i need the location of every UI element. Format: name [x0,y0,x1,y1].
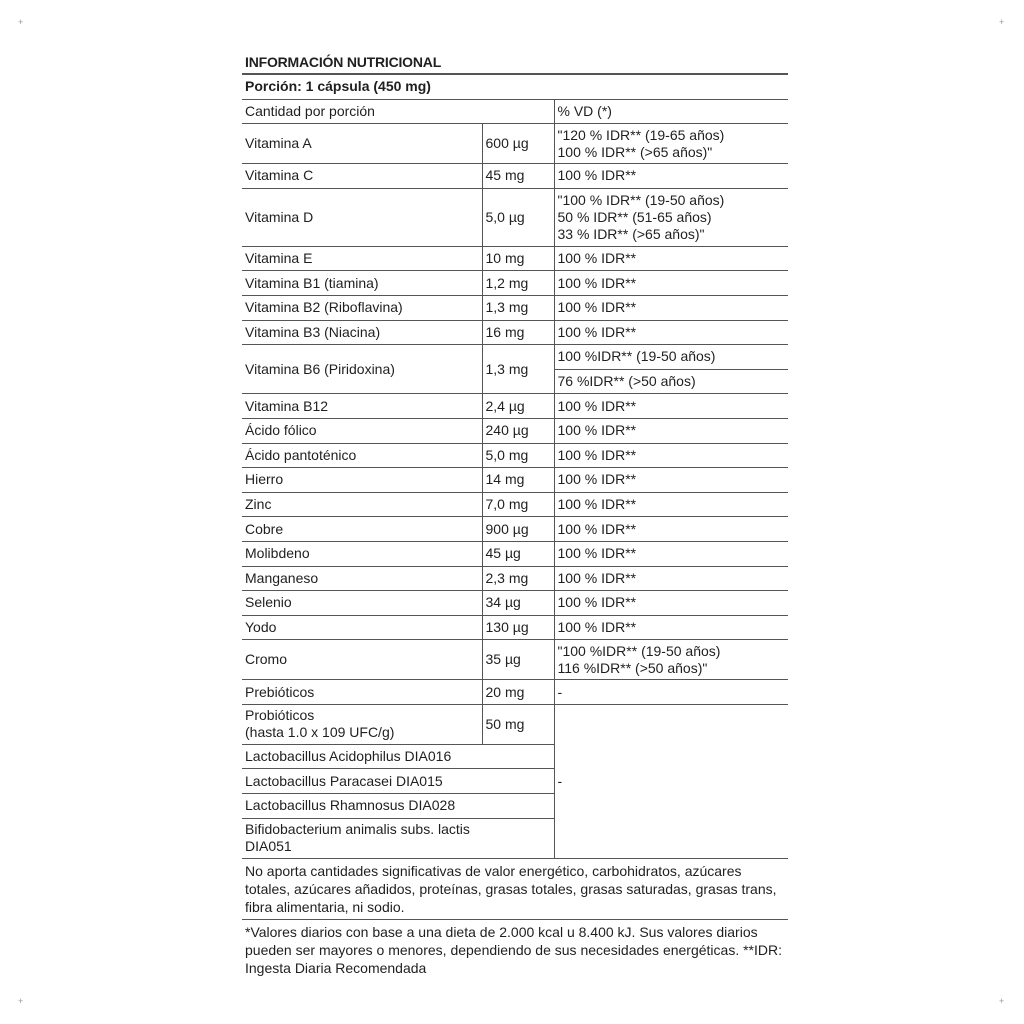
table-row [242,704,788,744]
nutrient-name: Vitamina B1 (tiamina) [242,271,482,296]
nutrient-amount: 600 µg [482,124,554,164]
nutrient-name: Hierro [242,468,482,493]
table-row [242,246,788,271]
nutrient-dv: "120 % IDR** (19-65 años) 100 % IDR** (>65 años)" [554,124,788,164]
crop-mark-top-left: + [18,17,24,27]
nutrition-label [242,52,788,980]
nutrient-name: Zinc [242,492,482,517]
nutrient-name: Vitamina E [242,246,482,271]
nutrient-dv: 100 % IDR** [554,492,788,517]
nutrition-table [242,74,788,859]
nutrient-dv: 100 % IDR** [554,443,788,468]
table-row [242,164,788,189]
table-row [242,640,788,680]
nutrient-dv: - [554,680,788,705]
table-row [242,541,788,566]
table-row [242,124,788,164]
crop-mark-bottom-right: + [999,996,1005,1006]
nutrient-name: Yodo [242,615,482,640]
table-row [242,394,788,419]
table-row [242,517,788,542]
nutrient-dv: 100 % IDR** [554,394,788,419]
nutrient-amount: 5,0 µg [482,188,554,246]
table-row [242,295,788,320]
probiotics-dv: - [554,704,788,858]
nutrient-dv: 100 % IDR** [554,615,788,640]
nutrient-name: Vitamina C [242,164,482,189]
nutrient-name: Vitamina D [242,188,482,246]
table-row [242,492,788,517]
nutrient-amount: 130 µg [482,615,554,640]
probiotic-strain: Lactobacillus Paracasei DIA015 [242,769,554,794]
serving-row [242,75,788,100]
nutrient-amount: 2,4 µg [482,394,554,419]
nutrient-amount: 50 mg [482,704,554,744]
table-row [242,188,788,246]
table-row [242,320,788,345]
crop-mark-bottom-left: + [18,996,24,1006]
nutrient-dv: "100 %IDR** (19-50 años) 116 %IDR** (>50 años)" [554,640,788,680]
probiotic-strain: Bifidobacterium animalis subs. lactis DIA051 [242,818,554,858]
nutrient-name: Ácido fólico [242,418,482,443]
nutrient-name: Vitamina A [242,124,482,164]
header-dv: % VD (*) [554,99,788,124]
crop-mark-top-right: + [999,17,1005,27]
nutrient-dv: 100 % IDR** [554,517,788,542]
nutrient-amount: 5,0 mg [482,443,554,468]
nutrient-amount: 1,3 mg [482,345,554,394]
footnote-no-significant: No aporta cantidades significativas de valor energético, carbohidratos, azúcares totales, azúcares añadidos, proteínas, grasas totales, grasas saturadas, grasas trans, fibra alimentaria, ni sodio. [242,859,788,920]
footnote-daily-values: *Valores diarios con base a una dieta de 2.000 kcal u 8.400 kJ. Sus valores diarios pueden ser mayores o menores, dependiendo de sus necesidades energéticas. **IDR: Ingesta Diaria Recomendada [245,923,782,976]
nutrient-dv: 100 % IDR** [554,541,788,566]
nutrient-dv: 100 % IDR** [554,591,788,616]
nutrient-dv: 100 % IDR** [554,320,788,345]
nutrient-amount: 240 µg [482,418,554,443]
table-row [242,418,788,443]
nutrient-dv: 100 % IDR** [554,566,788,591]
nutrient-dv: 100 % IDR** [554,246,788,271]
nutrient-dv: 100 %IDR** (19-50 años) [554,345,788,370]
probiotic-strain: Lactobacillus Rhamnosus DIA028 [242,794,554,819]
nutrient-dv: 76 %IDR** (>50 años) [554,369,788,394]
header-row [242,99,788,124]
nutrient-name: Vitamina B3 (Niacina) [242,320,482,345]
header-amount: Cantidad por porción [242,99,554,124]
table-row [242,615,788,640]
nutrient-name: Selenio [242,591,482,616]
nutrient-amount: 1,2 mg [482,271,554,296]
table-row [242,345,788,370]
table-row [242,468,788,493]
nutrient-dv: 100 % IDR** [554,164,788,189]
nutrient-dv: 100 % IDR** [554,271,788,296]
nutrient-name: Cromo [242,640,482,680]
nutrient-name: Probióticos (hasta 1.0 x 109 UFC/g) [242,704,482,744]
nutrient-name: Molibdeno [242,541,482,566]
table-row [242,271,788,296]
nutrient-name: Prebióticos [242,680,482,705]
nutrient-name: Vitamina B2 (Riboflavina) [242,295,482,320]
nutrient-amount: 20 mg [482,680,554,705]
nutrient-name: Ácido pantoténico [242,443,482,468]
nutrient-amount: 35 µg [482,640,554,680]
nutrient-name: Vitamina B12 [242,394,482,419]
nutrient-amount: 16 mg [482,320,554,345]
nutrient-amount: 10 mg [482,246,554,271]
nutrient-amount: 900 µg [482,517,554,542]
table-row [242,566,788,591]
nutrient-amount: 2,3 mg [482,566,554,591]
nutrient-dv: 100 % IDR** [554,295,788,320]
table-row [242,680,788,705]
nutrient-dv: "100 % IDR** (19-50 años) 50 % IDR** (51-65 años) 33 % IDR** (>65 años)" [554,188,788,246]
nutrient-amount: 1,3 mg [482,295,554,320]
nutrient-amount: 45 mg [482,164,554,189]
nutrient-amount: 14 mg [482,468,554,493]
nutrient-dv: 100 % IDR** [554,468,788,493]
nutrient-amount: 45 µg [482,541,554,566]
serving-size: Porción: 1 cápsula (450 mg) [242,75,788,100]
table-row [242,443,788,468]
label-title: INFORMACIÓN NUTRICIONAL [242,52,788,74]
probiotic-strain: Lactobacillus Acidophilus DIA016 [242,744,554,769]
nutrient-dv: 100 % IDR** [554,418,788,443]
nutrient-name: Vitamina B6 (Piridoxina) [242,345,482,394]
nutrient-name: Cobre [242,517,482,542]
nutrient-amount: 7,0 mg [482,492,554,517]
table-row [242,591,788,616]
nutrient-amount: 34 µg [482,591,554,616]
nutrient-name: Manganeso [242,566,482,591]
